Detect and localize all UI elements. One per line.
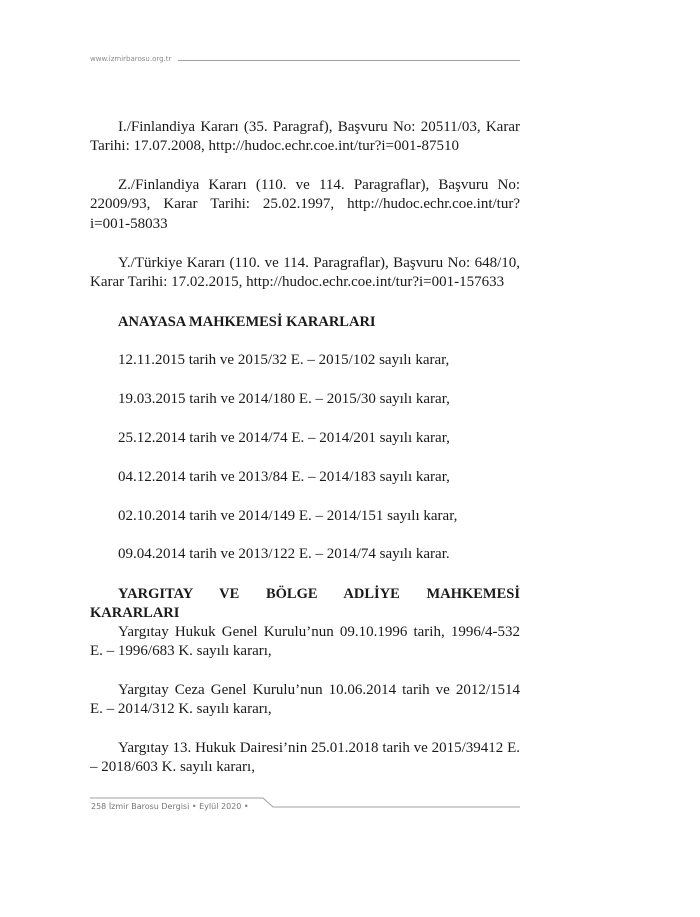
paragraph: Z./Finlandiya Kararı (110. ve 114. Paragraflar), Başvuru No: 22009/93, Karar Tarihi: 25.02.1997, http://hudoc.echr.coe.int/tur?i=001-58033	[90, 177, 520, 232]
section-heading: YARGITAY VE BÖLGE ADLİYE MAHKEMESİ KARARLARI	[90, 586, 520, 622]
paragraph: Y./Türkiye Kararı (110. ve 114. Paragraflar), Başvuru No: 648/10, Karar Tarihi: 17.02.2015, http://hudoc.echr.coe.int/tur?i=001-157633	[90, 255, 520, 291]
list-item: 09.04.2014 tarih ve 2013/122 E. – 2014/74 sayılı karar.	[118, 546, 450, 562]
list-item: Yargıtay 13. Hukuk Dairesi’nin 25.01.2018 tarih ve 2015/39412 E. – 2018/603 K. sayılı kararı,	[90, 740, 520, 776]
paragraph: I./Finlandiya Kararı (35. Paragraf), Başvuru No: 20511/03, Karar Tarihi: 17.07.2008, http://hudoc.echr.coe.int/tur?i=001-87510	[90, 119, 520, 155]
list-item: 04.12.2014 tarih ve 2013/84 E. – 2014/183 sayılı karar,	[118, 469, 450, 485]
list-item: Yargıtay Ceza Genel Kurulu’nun 10.06.2014 tarih ve 2012/1514 E. – 2014/312 K. sayılı kararı,	[90, 682, 520, 718]
list-item: 12.11.2015 tarih ve 2015/32 E. – 2015/102 sayılı karar,	[118, 352, 450, 368]
footer-text: 258 İzmir Barosu Dergisi • Eylül 2020 •	[91, 802, 249, 811]
header-url: www.izmirbarosu.org.tr	[90, 55, 172, 63]
section-heading: ANAYASA MAHKEMESİ KARARLARI	[118, 314, 376, 330]
list-item: Yargıtay Hukuk Genel Kurulu’nun 09.10.1996 tarih, 1996/4-532 E. – 1996/683 K. sayılı kararı,	[90, 624, 520, 660]
list-item: 25.12.2014 tarih ve 2014/74 E. – 2014/201 sayılı karar,	[118, 430, 450, 446]
list-item: 19.03.2015 tarih ve 2014/180 E. – 2015/30 sayılı karar,	[118, 391, 450, 407]
list-item: 02.10.2014 tarih ve 2014/149 E. – 2014/151 sayılı karar,	[118, 508, 458, 524]
